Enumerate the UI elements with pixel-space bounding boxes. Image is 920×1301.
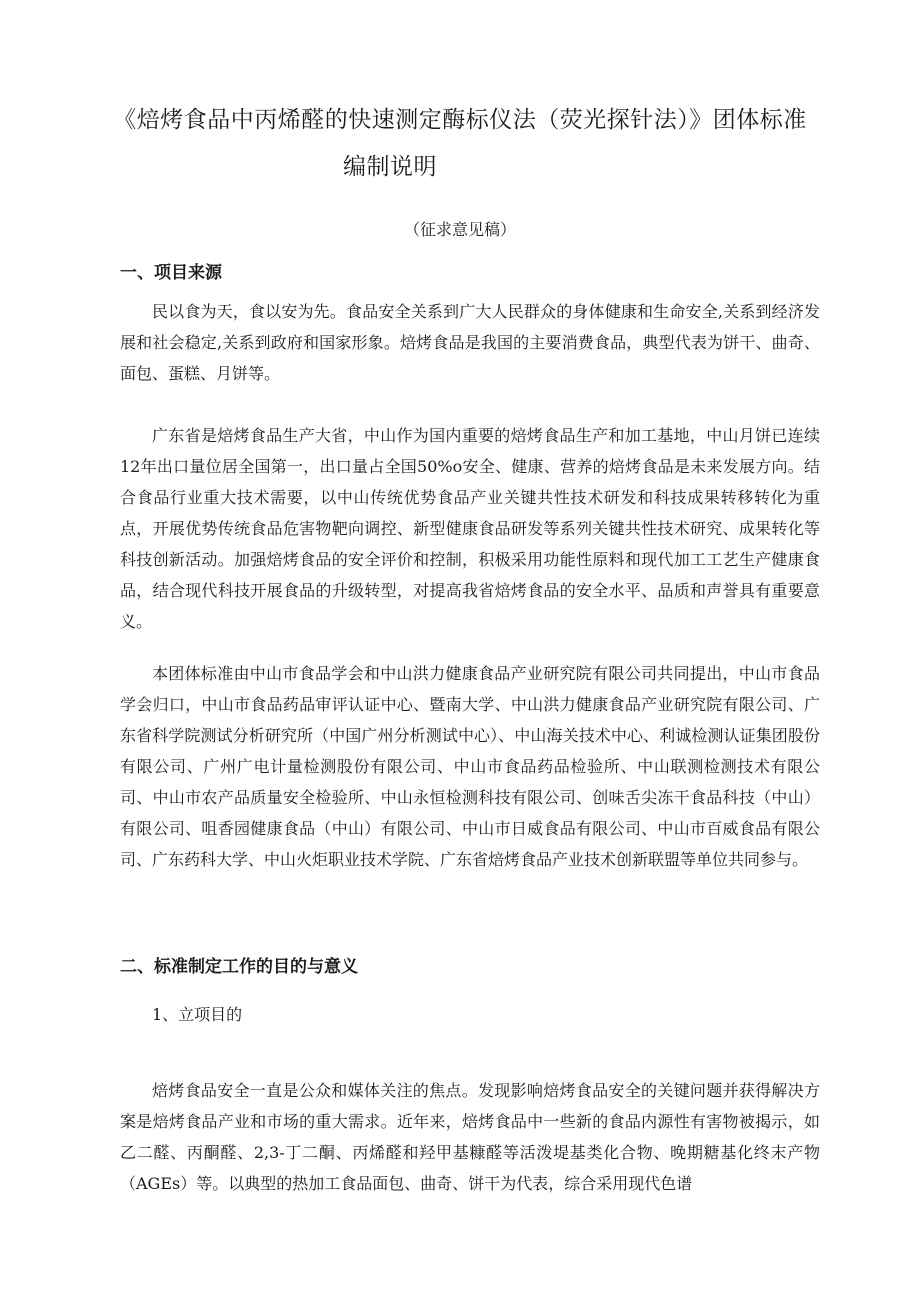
document-title-line-2: 编制说明 — [343, 154, 437, 180]
subsection-heading-project-purpose: 1、立项目的 — [152, 1005, 243, 1024]
document-subtitle: （征求意见稿） — [403, 220, 516, 239]
document-title-line-1: 《焙烤食品中丙烯醛的快速测定酶标仪法（荧光探针法）》团体标准 — [113, 107, 807, 133]
paragraph: 焙烤食品安全一直是公众和媒体关注的焦点。发现影响焙烤食品安全的关键问题并获得解决方案是焙烤食品产业和市场的重大需求。近年来，焙烤食品中一些新的食品内源性有害物被揭示，如乙二醛、丙酮醛、2,3-丁二酮、丙烯醛和羟甲基糠醛等活泼堤基类化合物、晚期糖基化终末产物（AGEs）等。以典型的热加工食品面包、曲奇、饼干为代表，综合采用现代色谱 — [120, 1081, 820, 1193]
paragraph: 本团体标准由中山市食品学会和中山洪力健康食品产业研究院有限公司共同提出，中山市食品学会归口，中山市食品药品审评认证中心、暨南大学、中山洪力健康食品产业研究院有限公司、广东省科学院测试分析研究所（中国广州分析测试中心）、中山海关技术中心、利诚检测认证集团股份有限公司、广州广电计量检测股份有限公司、中山市食品药品检验所、中山联测检测技术有限公司、中山市农产品质量安全检验所、中山永恒检测科技有限公司、创味舌尖冻干食品科技（中山）有限公司、咀香园健康食品（中山）有限公司、中山市日威食品有限公司、中山市百威食品有限公司、广东药科大学、中山火炬职业技术学院、广东省焙烤食品产业技术创新联盟等单位共同参与。 — [120, 664, 820, 869]
section-heading-project-source: 一、项目来源 — [120, 263, 222, 283]
paragraph: 民以食为天，食以安为先。食品安全关系到广大人民群众的身体健康和生命安全,关系到经济发展和社会稳定,关系到政府和国家形象。焙烤食品是我国的主要消费食品，典型代表为饼干、曲奇、面包、蛋糕、月饼等。 — [120, 302, 820, 383]
section-heading-purpose-significance: 二、标准制定工作的目的与意义 — [120, 957, 358, 977]
paragraph: 广东省是焙烤食品生产大省，中山作为国内重要的焙烤食品生产和加工基地，中山月饼已连续12年出口量位居全国第一，出口量占全国50%o安全、健康、营养的焙烤食品是未来发展方向。结合食品行业重大技术需要，以中山传统优势食品产业关键共性技术研发和科技成果转移转化为重点，开展优势传统食品危害物靶向调控、新型健康食品研发等系列关键共性技术研究、成果转化等科技创新活动。加强焙烤食品的安全评价和控制，积极采用功能性原料和现代加工工艺生产健康食品，结合现代科技开展食品的升级转型，对提高我省焙烤食品的安全水平、品质和声誉具有重要意义。 — [120, 426, 820, 631]
